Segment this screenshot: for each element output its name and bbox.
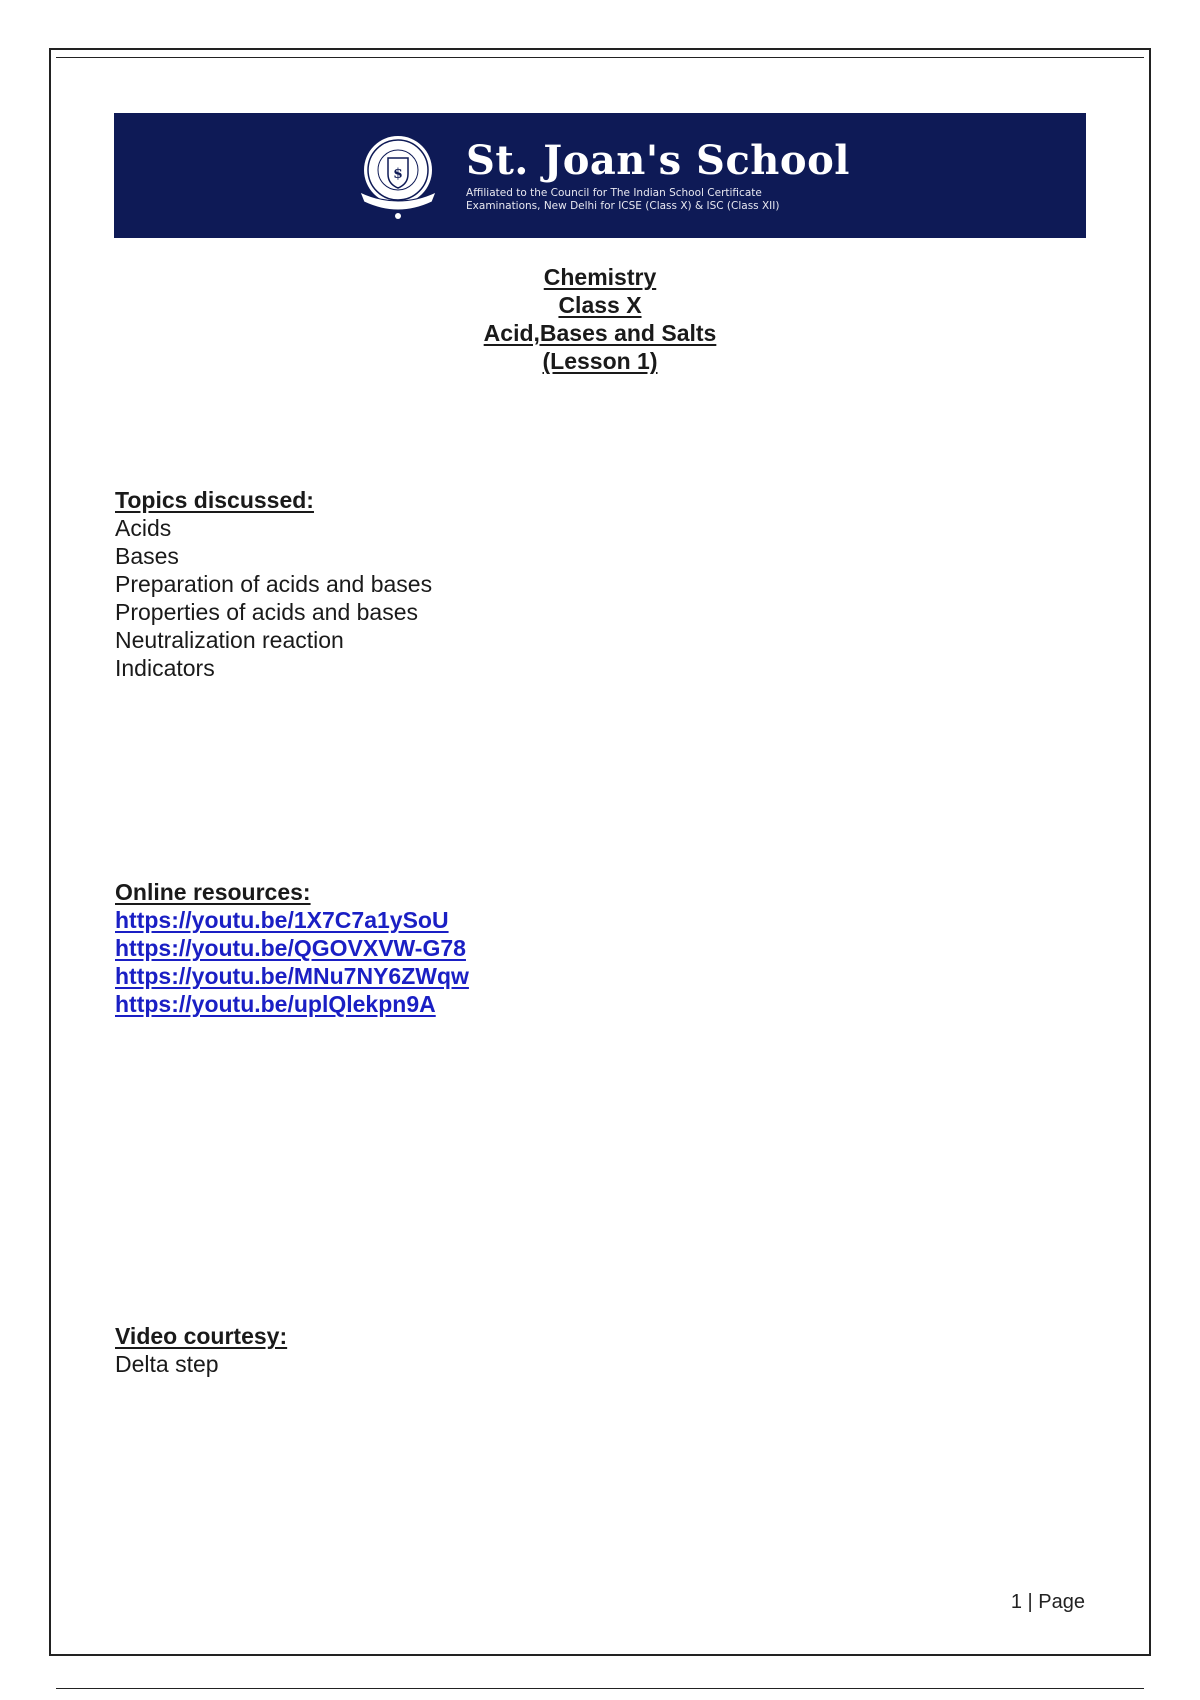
resource-link[interactable]: https://youtu.be/1X7C7a1ySoU [115,907,449,933]
banner-text [466,136,850,213]
topic-item: Neutralization reaction [115,627,344,653]
banner-content [350,130,850,222]
affiliation-line-2: Examinations, New Delhi for ICSE (Class X) & ISC (Class XII) [466,199,780,212]
next-page-rule [56,1688,1144,1689]
courtesy-heading: Video courtesy: [115,1323,288,1349]
resources-heading: Online resources: [115,879,311,905]
resource-link[interactable]: https://youtu.be/MNu7NY6ZWqw [115,963,469,989]
topic-item: Properties of acids and bases [115,599,419,625]
topics-section [115,486,432,682]
page-number: 1 | Page [1010,1591,1085,1613]
chapter-title: Acid,Bases and Salts [483,320,717,346]
courtesy-section [115,1322,287,1378]
school-name: St. Joan's School [466,136,850,184]
topics-heading: Topics discussed: [115,487,314,513]
svg-text:$: $ [393,165,403,182]
header-rule [56,57,1144,58]
topic-item: Acids [115,515,172,541]
resource-link[interactable]: https://youtu.be/uplQlekpn9A [115,991,436,1017]
topic-item: Preparation of acids and bases [115,571,433,597]
topic-item: Bases [115,543,179,569]
school-crest-icon [350,130,446,222]
affiliation-text [466,187,796,213]
topic-item: Indicators [115,655,215,681]
courtesy-value: Delta step [115,1351,219,1377]
document-title [0,263,1200,375]
subject-title: Chemistry [543,264,657,290]
school-banner [114,113,1086,238]
resources-section [115,878,469,1018]
affiliation-line-1: Affiliated to the Council for The Indian School Certificate [466,186,762,199]
resource-link[interactable]: https://youtu.be/QGOVXVW-G78 [115,935,466,961]
lesson-title: (Lesson 1) [542,348,658,374]
class-title: Class X [558,292,642,318]
